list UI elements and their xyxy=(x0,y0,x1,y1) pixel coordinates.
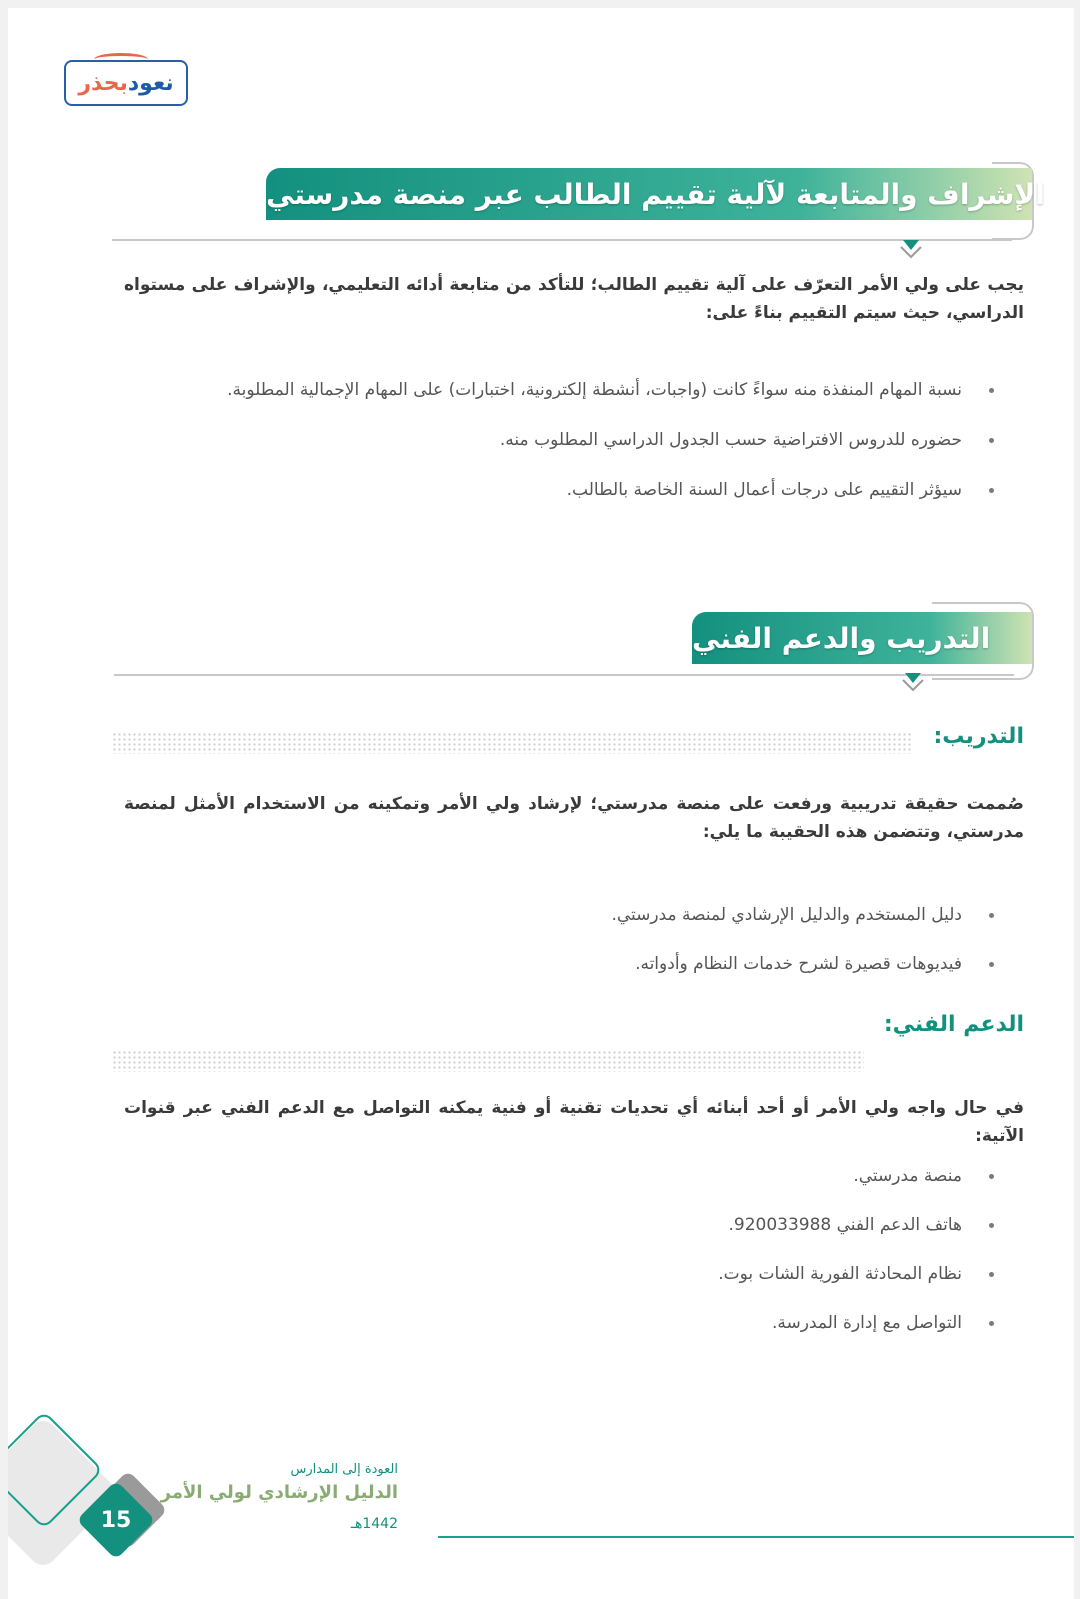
list-item: حضوره للدروس الافتراضية حسب الجدول الدراسي المطلوب منه. xyxy=(94,426,994,454)
list-item: فيديوهات قصيرة لشرح خدمات النظام وأدواته. xyxy=(114,950,994,978)
chevron-down-icon xyxy=(900,671,926,693)
list-item: منصة مدرستي. xyxy=(114,1162,994,1190)
logo-part2: بحذر xyxy=(78,70,128,96)
training-heading: التدريب: xyxy=(933,724,1024,749)
section1-title-band xyxy=(266,168,1045,220)
bullet-dot-icon xyxy=(989,962,994,967)
list-item: دليل المستخدم والدليل الإرشادي لمنصة مدرستي. xyxy=(114,901,994,929)
support-bullets xyxy=(114,1162,994,1337)
document-page xyxy=(8,8,1074,1599)
section1-divider xyxy=(112,239,1012,241)
support-intro: في حال واجه ولي الأمر أو أحد أبنائه أي تحديات تقنية أو فنية يمكنه التواصل مع الدعم الفني عبر قنوات الآتية: xyxy=(124,1098,1024,1146)
section1-bullets xyxy=(94,376,994,504)
bullet-dot-icon xyxy=(989,1272,994,1277)
support-heading: الدعم الفني: xyxy=(883,1012,1024,1037)
section1-intro: يجب على ولي الأمر التعرّف على آلية تقييم الطالب؛ للتأكد من متابعة أدائه التعليمي، والإشراف على مستواه الدراسي، حيث سيتم التقييم بناءً على: xyxy=(124,275,1024,323)
section2-title: التدريب والدعم الفني xyxy=(692,621,991,655)
footer-divider xyxy=(438,1536,1074,1538)
training-dots-divider xyxy=(112,732,912,754)
section2-divider xyxy=(114,674,1014,676)
list-item: سيؤثر التقييم على درجات أعمال السنة الخاصة بالطالب. xyxy=(94,476,994,504)
logo xyxy=(64,60,188,106)
footer-line1: العودة إلى المدارس xyxy=(290,1462,398,1477)
bullet-dot-icon xyxy=(989,438,994,443)
training-bullets xyxy=(114,901,994,978)
list-item: هاتف الدعم الفني 920033988. xyxy=(114,1211,994,1239)
bullet-dot-icon xyxy=(989,1321,994,1326)
list-item: نظام المحادثة الفورية الشات بوت. xyxy=(114,1260,994,1288)
logo-part1: نعود xyxy=(127,70,174,96)
footer-line3: 1442هـ xyxy=(350,1516,398,1532)
footer-line2: الدليل الإرشادي لولي الأمر xyxy=(160,1482,398,1503)
list-item: التواصل مع إدارة المدرسة. xyxy=(114,1309,994,1337)
chevron-down-icon xyxy=(898,238,924,260)
section2-title-band xyxy=(692,612,1032,664)
list-item: نسبة المهام المنفذة منه سواءً كانت (واجبات، أنشطة إلكترونية، اختبارات) على المهام الإجمالية المطلوبة. xyxy=(94,376,994,404)
section1-title: الإشراف والمتابعة لآلية تقييم الطالب عبر منصة مدرستي xyxy=(266,177,1045,211)
bullet-dot-icon xyxy=(989,488,994,493)
page-number: 15 xyxy=(100,1507,132,1533)
section1-header xyxy=(262,168,1045,220)
bullet-dot-icon xyxy=(989,913,994,918)
bullet-dot-icon xyxy=(989,388,994,393)
training-intro: صُممت حقيقة تدريبية ورفعت على منصة مدرستي؛ لإرشاد ولي الأمر وتمكينه من الاستخدام الأمثل لمنصة مدرستي، وتتضمن هذه الحقيبة ما يلي: xyxy=(124,794,1024,842)
section2-header xyxy=(690,612,1032,664)
bullet-dot-icon xyxy=(989,1223,994,1228)
bullet-dot-icon xyxy=(989,1174,994,1179)
support-dots-divider xyxy=(112,1050,864,1072)
